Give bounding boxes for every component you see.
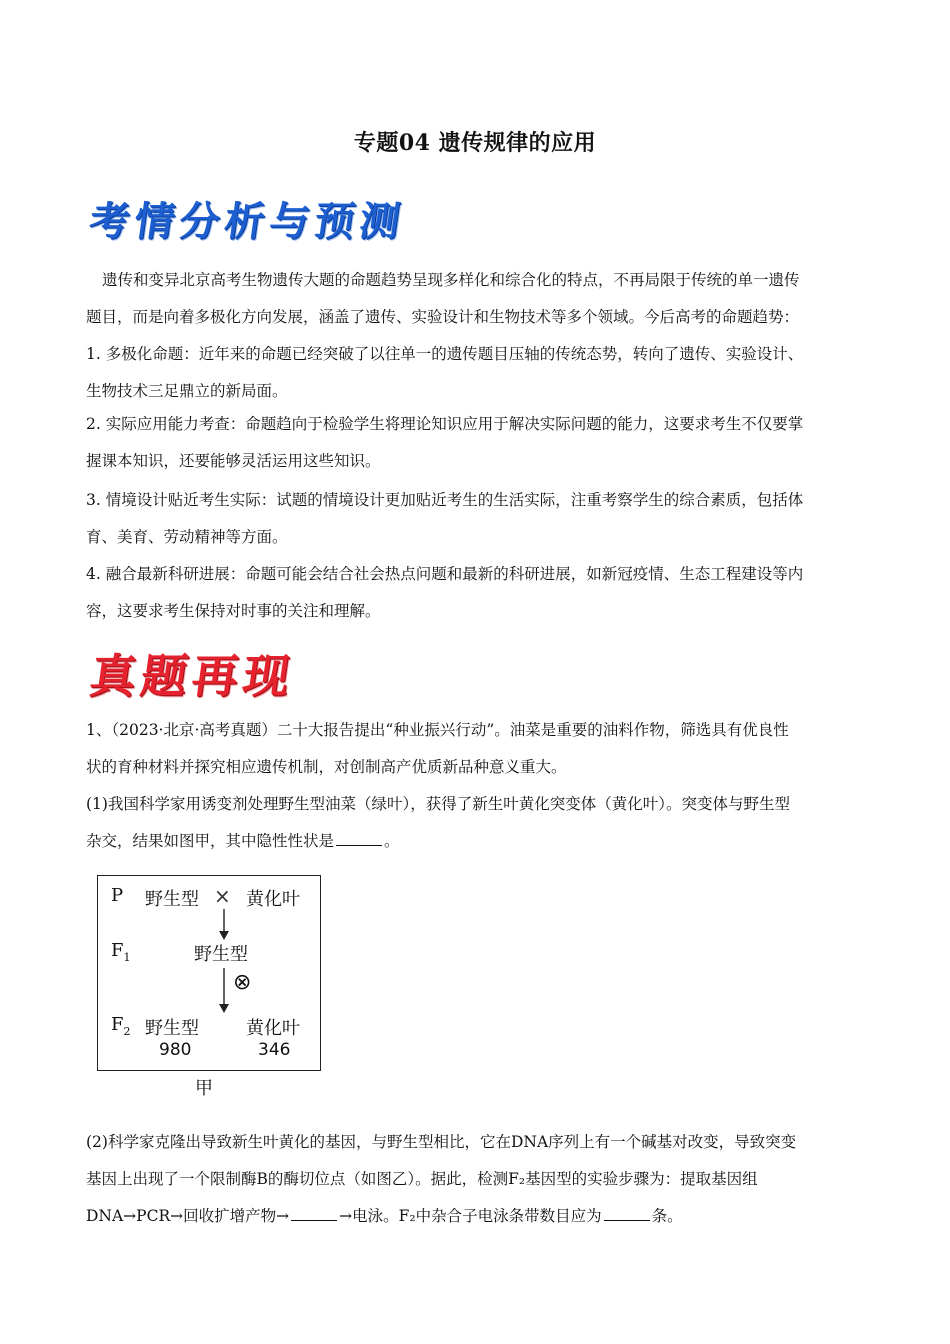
text-fragment: →电泳。F₂中杂合子电泳条带数目应为 <box>339 1207 602 1225</box>
p-wild-type: 野生型 <box>145 889 199 910</box>
text-line: 2. 实际应用能力考查：命题趋向于检验学生将理论知识应用于解决实际问题的能力，这要求考生不仅要掌 <box>86 415 804 433</box>
f2-generation-label <box>111 1014 131 1038</box>
f1-generation-label <box>111 940 131 964</box>
analysis-point-3 <box>86 482 864 556</box>
text-fragment: 条。 <box>651 1207 683 1225</box>
p-yellow-leaf: 黄化叶 <box>246 889 300 910</box>
figure-jia-cross-diagram <box>97 875 321 1071</box>
f2-wild-type-count: 980 <box>159 1040 192 1060</box>
page-title: 专题04 遗传规律的应用 <box>353 130 597 156</box>
text-line <box>86 1198 864 1235</box>
text-fragment: DNA→PCR→回收扩增产物→ <box>86 1207 290 1225</box>
question-part-2 <box>86 1124 864 1235</box>
answer-blank[interactable] <box>604 1206 650 1221</box>
section-banner-analysis: 考情分析与预测 <box>86 198 408 245</box>
text-line: 4. 融合最新科研进展：命题可能会结合社会热点问题和最新的科研进展，如新冠疫情、生态工程建设等内 <box>86 565 804 583</box>
analysis-intro <box>86 262 864 336</box>
f2-wild-type: 野生型 <box>145 1018 199 1039</box>
text-line: 3. 情境设计贴近考生实际：试题的情境设计更加贴近考生的生活实际，注重考察学生的综合素质，包括体 <box>86 491 804 509</box>
f1-wild-type: 野生型 <box>194 944 248 965</box>
cross-symbol: × <box>214 884 231 908</box>
figure-caption: 甲 <box>195 1078 213 1099</box>
text-line <box>86 823 864 860</box>
f1-label-text: F <box>111 940 124 961</box>
analysis-point-1 <box>86 336 864 410</box>
text-line: 题目，而是向着多极化方向发展，涵盖了遗传、实验设计和生物技术等多个领域。今后高考的命题趋势： <box>86 308 800 326</box>
text-line: 育、美育、劳动精神等方面。 <box>86 528 288 546</box>
analysis-point-2 <box>86 406 864 480</box>
text-line: (1)我国科学家用诱变剂处理野生型油菜（绿叶），获得了新生叶黄化突变体（黄化叶）。突变体与野生型 <box>86 795 790 813</box>
text-line: 遗传和变异北京高考生物遗传大题的命题趋势呈现多样化和综合化的特点，不再局限于传统的单一遗传 <box>102 271 800 289</box>
f2-label-subscript: 2 <box>123 1025 131 1038</box>
text-line: 握课本知识，还要能够灵活运用这些知识。 <box>86 452 381 470</box>
text-line: 基因上出现了一个限制酶B的酶切位点（如图乙）。据此，检测F₂基因型的实验步骤为：提取基因组 <box>86 1170 758 1188</box>
arrow-down-icon <box>217 968 231 1014</box>
arrow-down-icon <box>217 909 231 941</box>
question-stem <box>86 712 864 786</box>
text-line: 容，这要求考生保持对时事的关注和理解。 <box>86 602 381 620</box>
text-line: 生物技术三足鼎立的新局面。 <box>86 382 288 400</box>
selfing-symbol: ⊗ <box>233 970 252 995</box>
f2-label-text: F <box>111 1014 124 1035</box>
p-generation-label: P <box>111 885 124 906</box>
section-banner-real-exam: 真题再现 <box>86 649 299 703</box>
analysis-point-4 <box>86 556 864 630</box>
text-line: (2)科学家克隆出导致新生叶黄化的基因，与野生型相比，它在DNA序列上有一个碱基对改变，导致突变 <box>86 1133 797 1151</box>
f2-yellow-leaf-count: 346 <box>258 1040 291 1060</box>
text-line: 1. 多极化命题：近年来的命题已经突破了以往单一的遗传题目压轴的传统态势，转向了遗传、实验设计、 <box>86 345 804 363</box>
text-line: 1、（2023·北京·高考真题）二十大报告提出“种业振兴行动”。油菜是重要的油料作物，筛选具有优良性 <box>86 721 789 739</box>
text-fragment: 杂交，结果如图甲，其中隐性性状是 <box>86 832 335 850</box>
text-fragment: 。 <box>384 832 400 850</box>
f1-label-subscript: 1 <box>123 951 131 964</box>
answer-blank[interactable] <box>336 831 382 846</box>
question-part-1 <box>86 786 864 860</box>
answer-blank[interactable] <box>291 1206 337 1221</box>
f2-yellow-leaf: 黄化叶 <box>246 1018 300 1039</box>
text-line: 状的育种材料并探究相应遗传机制，对创制高产优质新品种意义重大。 <box>86 758 567 776</box>
